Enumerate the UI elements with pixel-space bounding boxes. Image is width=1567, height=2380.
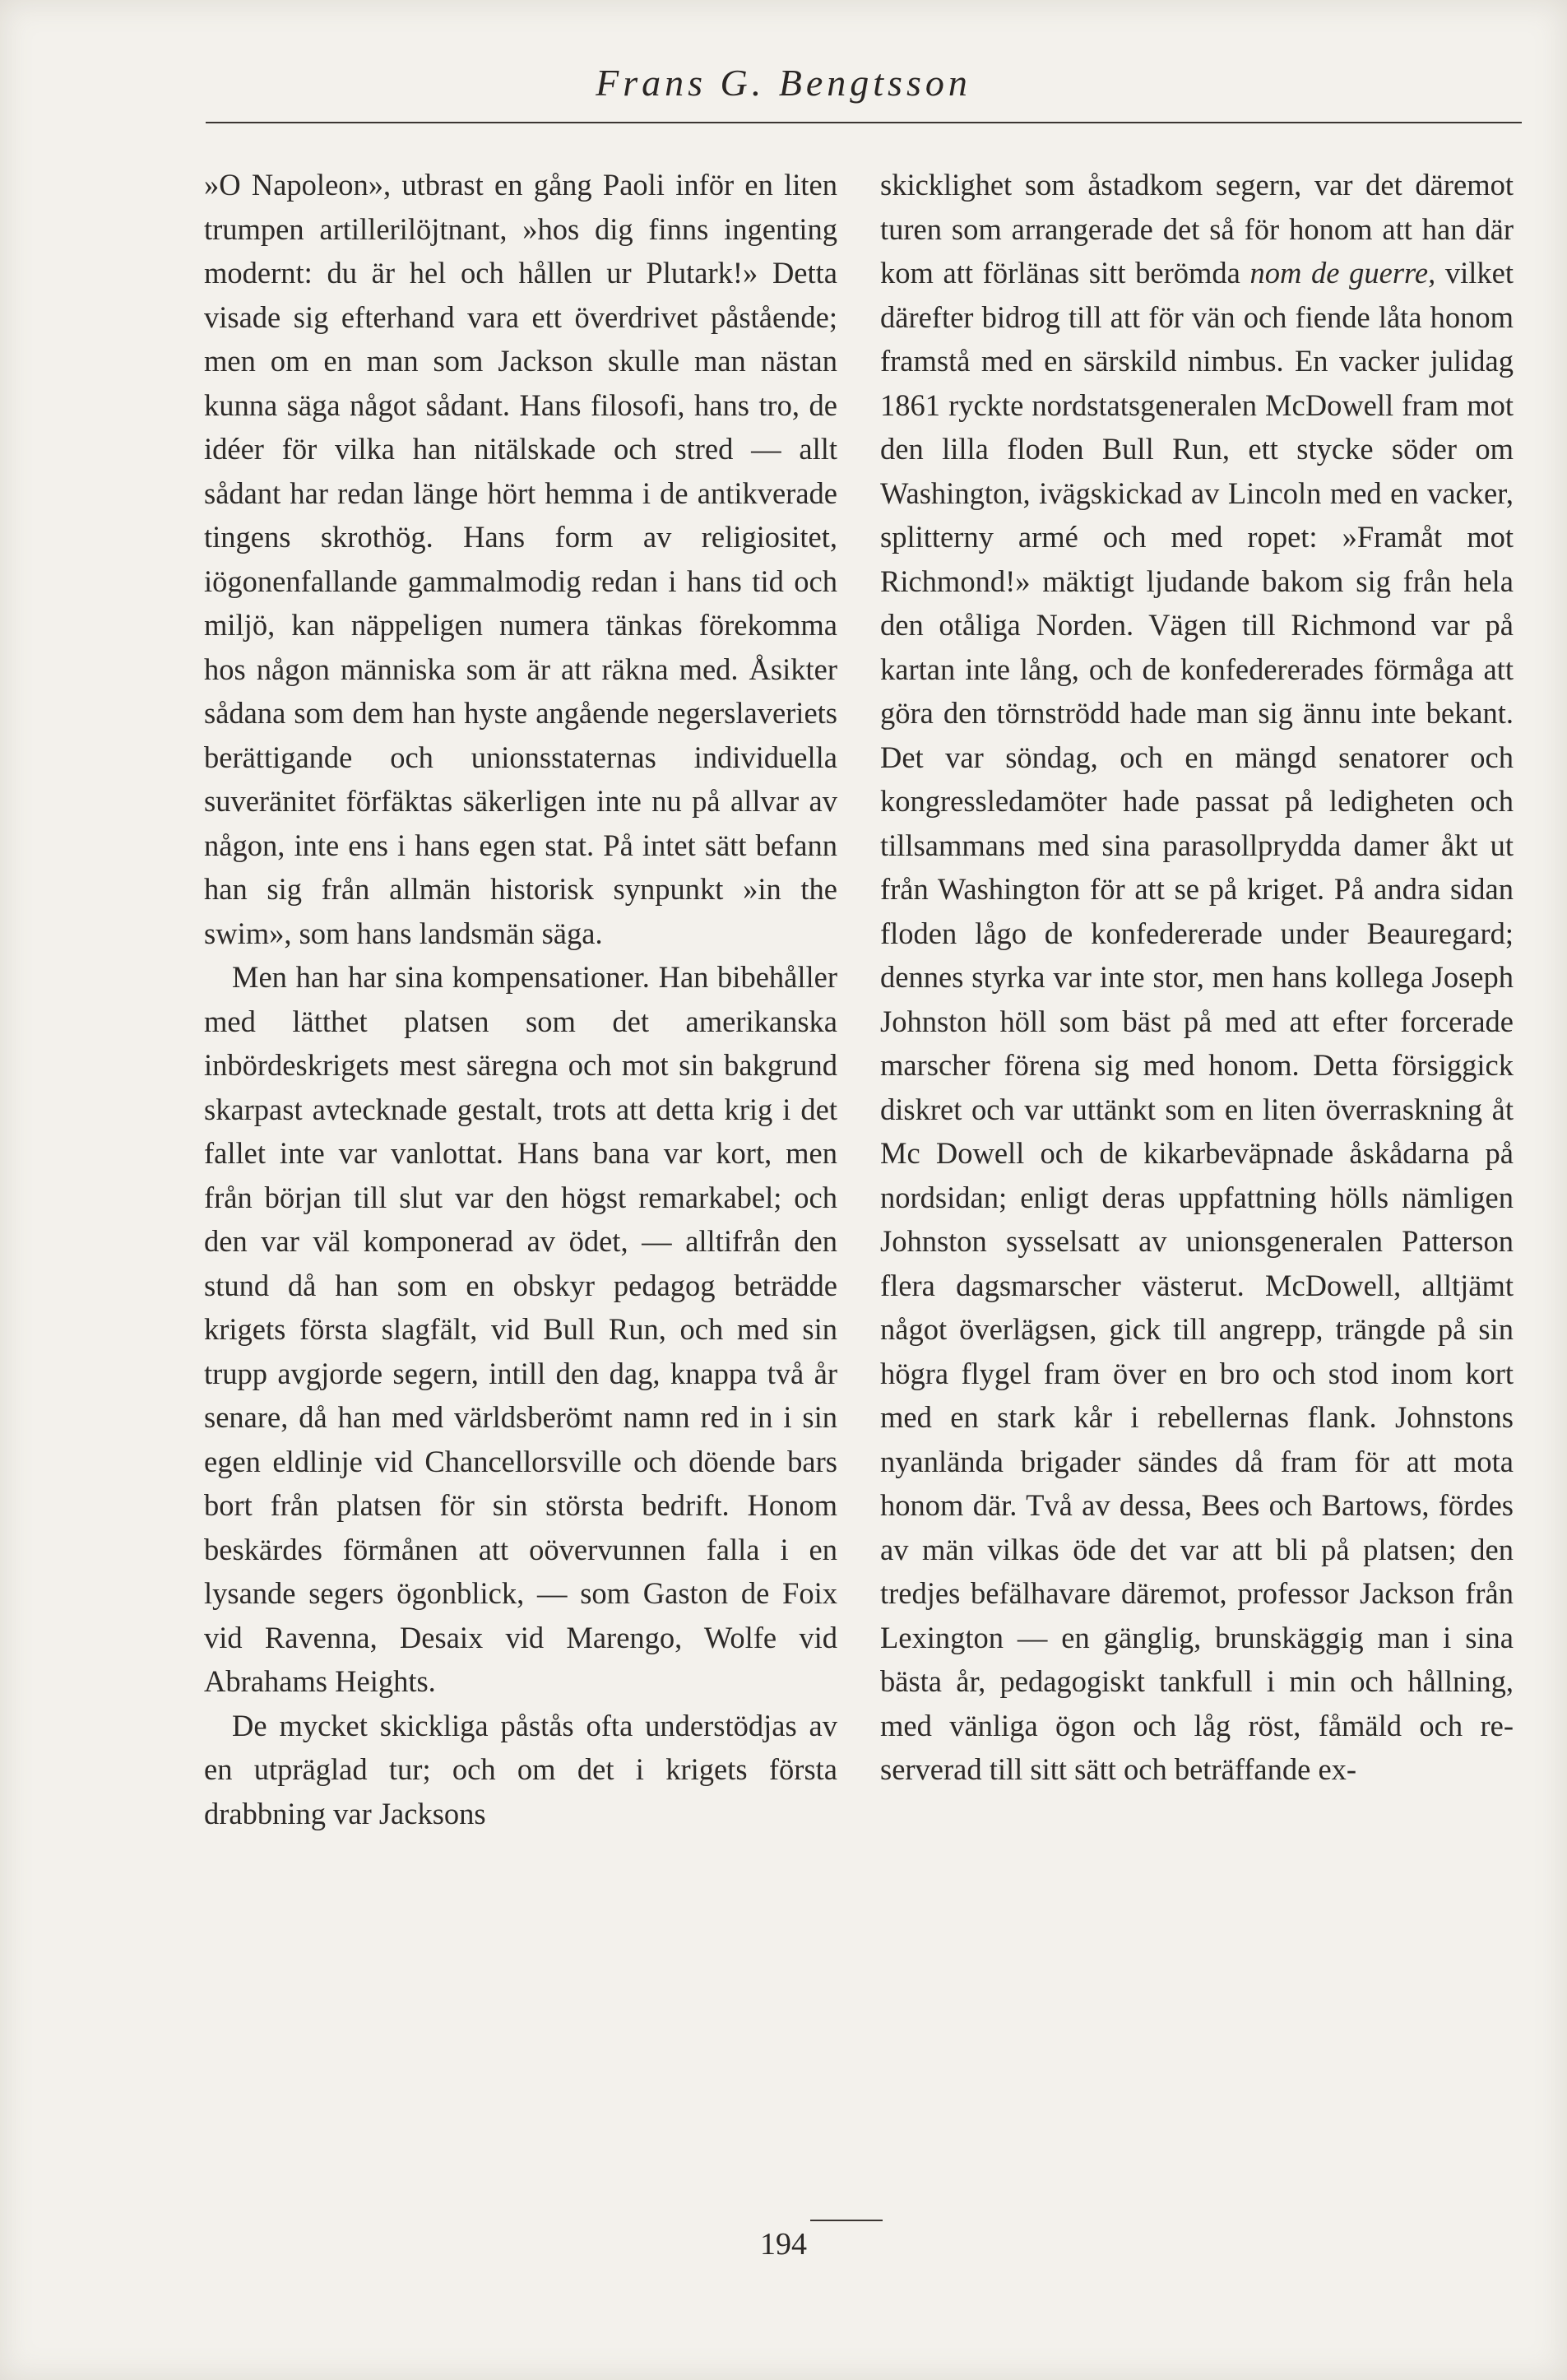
italic-nom-de-guerre: nom de guerre, bbox=[1249, 256, 1436, 290]
paragraph-compensations: Men han har sina kompensationer. Han bibehåller med lätthet platsen som det amerikanska inbördeskrigets mest säregna och mot sin bakgrund skarpast avtecknade gestalt, trots att detta krig i det fallet inte var vanlottat. Hans bana var kort, men från början till slut var den högst remarkabel; och den var väl komponerad av ödet, — alltifrån den stund då han som en obskyr pedagog beträdde krigets första slagfält, vid Bull Run, och med sin trupp avgjorde segern, intill den dag, knappa två år senare, då han med världsberömt namn red in i sin egen eldlinje vid Chancellorsville och döende bars bort från platsen för sin största bedrift. Honom beskärdes förmånen att oövervunnen falla i en lysande segers ögonblick, — som Gaston de Foix vid Ravenna, Desaix vid Marengo, Wolfe vid Abrahams Heights. bbox=[204, 960, 837, 1698]
page-number: 194 bbox=[760, 2227, 807, 2262]
text-run: skicklighet som åstadkom segern, var det däremot turen som arrangerade det så för honom att han där kom att förlänas sitt berömda bbox=[880, 168, 1514, 290]
running-head: Frans G. Bengtsson bbox=[596, 62, 971, 104]
left-column bbox=[204, 163, 837, 1835]
text-run: vilket därefter bidrog till att för vän och fiende låta honom framstå med en särskild nimbus. En vacker julidag 1861 ryckte nordstatsgeneralen McDowell fram mot den lilla floden Bull Run, ett stycke söder om Washington, ivägskickad av Lincoln med en vacker, splitterny armé och med ropet: »Framåt mot Richmond!» mäktigt ljudande bakom sig från hela den otåliga Norden. Vägen till Richmond var på kartan inte lång, och de konfedererades förmåga att göra den törnströdd hade man sig ännu inte bekant. Det var söndag, och en mängd senatorer och kongressledamöter hade passat på ledigheten och tillsammans med sina parasollprydda damer åkt ut från Washington för att se på kriget. På andra sidan floden lågo de konfedererade under Beauregard; dennes styrka var inte stor, men hans kollega Joseph Johnston höll som bäst på med att efter forcerade marscher förena sig med honom. Detta försiggick diskret och var uttänkt som en liten överraskning åt Mc Dowell och de kikarbeväpnade åskådarna på nordsidan; enligt deras uppfattning hölls nämligen Johnston sysselsatt av unionsgeneralen Patterson flera dagsmarscher västerut. McDowell, alltjämt något överlägsen, gick till angrepp, trängde på sin högra flygel fram över en bro och stod inom kort med en stark kår i rebellernas flank. Johnstons nyanlända brigader sändes då fram för att mota honom där. Två av dessa, Bees och Bartows, fördes av män vilkas öde det var att bli på platsen; den tredjes befälhavare däremot, professor Jackson från Lexington — en gänglig, brunskäggig man i sina bästa år, pedagogiskt tankfull i min och hållning, med vänliga ögon och låg röst, fåmäld och reserverad till sitt sätt och beträffande ex- bbox=[880, 256, 1514, 1786]
footer-rule bbox=[810, 2220, 883, 2221]
paragraph-skill-and-luck: De mycket skickliga påstås ofta understödjas av en utpräglad tur; och om det i krigets första drabbning var Jacksons bbox=[204, 1708, 837, 1830]
right-column bbox=[880, 163, 1514, 1792]
paragraph-napoleon-quote: »O Napoleon», utbrast en gång Paoli inför en liten trumpen artillerilöjtnant, »hos dig finns ingenting modernt: du är hel och hållen ur Plutark!» Detta visade sig efterhand vara ett överdrivet påstående; men om en man som Jackson skulle man nästan kunna säga något sådant. Hans filosofi, hans tro, de idéer för vilka han nitälskade och stred — allt sådant har redan länge hört hemma i de antikverade tingens skrothög. Hans form av religiositet, iögonenfallande gammalmodig redan i hans tid och miljö, kan näppeligen numera tänkas förekomma hos någon människa som är att räkna med. Åsikter sådana som dem han hyste angående negerslaveriets berättigande och unionsstaternas individuella suveränitet förfäktas säkerligen inte nu på allvar av någon, inte ens i hans egen stat. På intet sätt befann han sig från allmän historisk synpunkt »in the swim», som hans landsmän säga. bbox=[204, 168, 837, 950]
header-rule bbox=[206, 122, 1522, 123]
paragraph-bull-run bbox=[880, 163, 1514, 1792]
